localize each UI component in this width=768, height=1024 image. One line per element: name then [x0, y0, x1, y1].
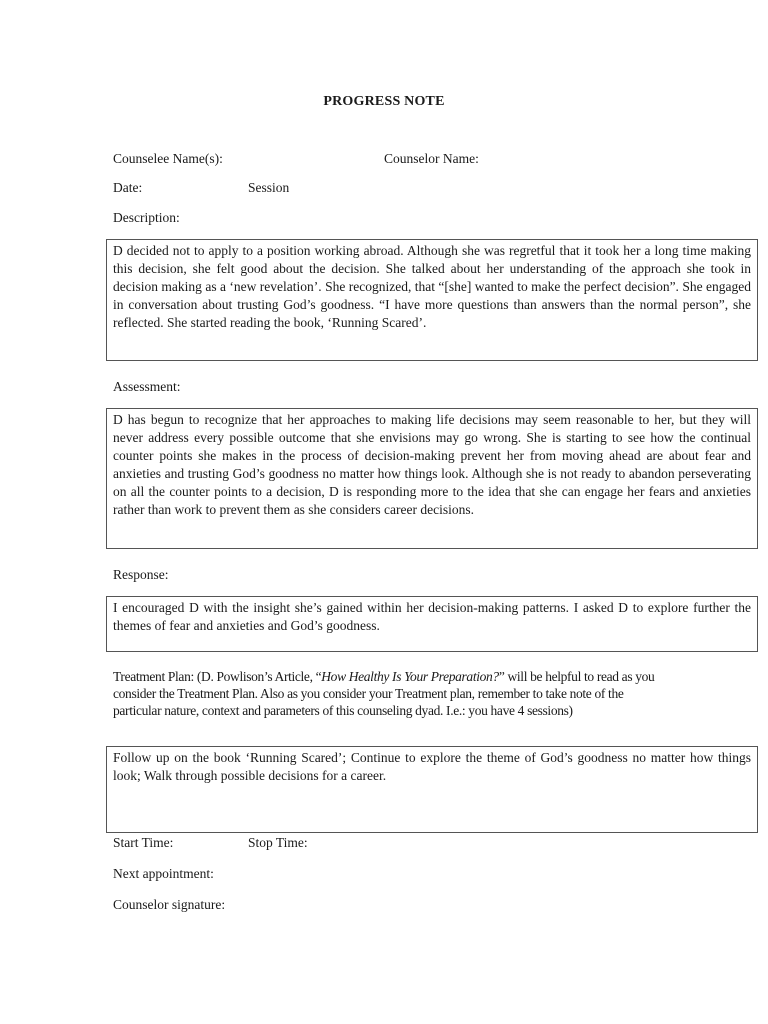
- treatment-plan-instructions: [113, 668, 658, 719]
- description-label: Description:: [113, 210, 180, 225]
- treatment-plan-prefix: Treatment Plan: (D. Powlison’s Article, “: [113, 669, 322, 684]
- counselor-signature-label: Counselor signature:: [113, 897, 226, 912]
- article-title: How Healthy Is Your Preparation?: [321, 669, 499, 684]
- response-label: Response:: [113, 567, 169, 582]
- counselor-name-label: Counselor Name:: [384, 151, 479, 166]
- counselee-name-label: Counselee Name(s):: [113, 151, 223, 166]
- session-label: Session: [248, 180, 290, 195]
- page-title: PROGRESS NOTE: [323, 94, 445, 109]
- treatment-plan-box: Follow up on the book ‘Running Scared’; Continue to explore the theme of God’s goodness no matter how things look; Walk through possible decisions for a career.: [106, 746, 758, 833]
- next-appointment-label: Next appointment:: [113, 866, 214, 881]
- start-time-label: Start Time:: [113, 835, 174, 850]
- assessment-label: Assessment:: [113, 379, 181, 394]
- description-box: D decided not to apply to a position working abroad. Although she was regretful that it took her a long time making this decision, she felt good about the decision. She talked about her understanding of the approach she took in decision making as a ‘new revelation’. She recognized, that “[she] wanted to make the perfect decision”. She engaged in conversation about trusting God’s goodness. “I have more questions than answers than the normal person”, she reflected. She started reading the book, ‘Running Scared’.: [106, 239, 758, 361]
- stop-time-label: Stop Time:: [248, 835, 308, 850]
- assessment-box: D has begun to recognize that her approaches to making life decisions may seem reasonable to her, but they will never address every possible outcome that she envisions may go wrong. She is starting to see how the continual counter points she makes in the process of decision-making prevent her from moving ahead are about fear and anxieties and trusting God’s goodness no matter how things look. Although she is not ready to abandon perseverating on all the counter points to a decision, D is responding more to the idea that she can engage her fears and anxieties rather than work to prevent them as she considers career decisions.: [106, 408, 758, 549]
- response-box: I encouraged D with the insight she’s gained within her decision-making patterns. I asked D to explore further the themes of fear and anxieties and God’s goodness.: [106, 596, 758, 652]
- date-label: Date:: [113, 180, 143, 195]
- treatment-plan-suffix: ” will be helpful to read as you consider the Treatment Plan. Also as you consider your Treatment plan, remember to take note of the particular nature, context and parameters of this counseling dyad. I.e.: you have 4 sessions): [113, 669, 655, 718]
